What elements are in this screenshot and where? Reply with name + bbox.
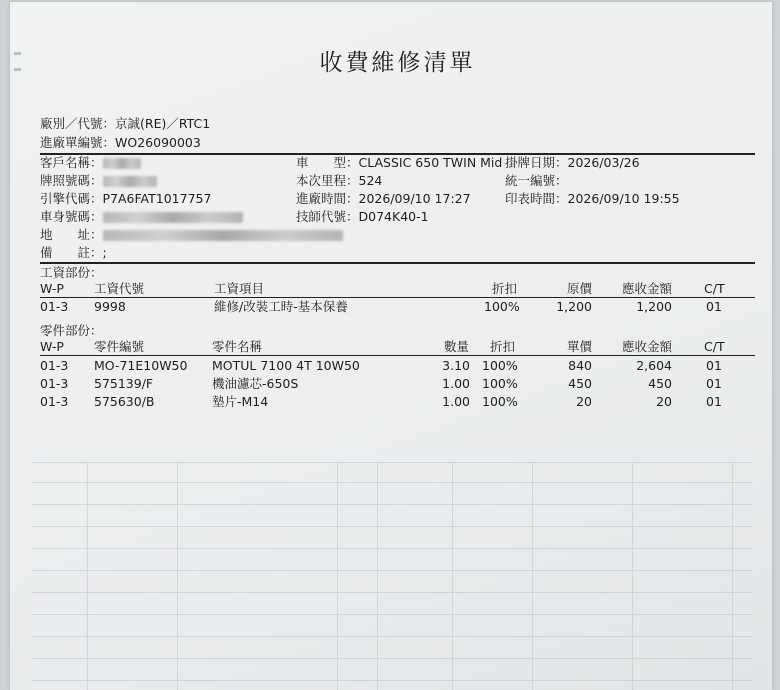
- part-amount: 450: [648, 376, 672, 391]
- parts-row: [40, 358, 755, 374]
- mileage-label: 本次里程：: [296, 173, 359, 188]
- labor-code: 9998: [94, 299, 126, 314]
- part-wp: 01-3: [40, 376, 69, 391]
- parts-section-label: 零件部份：: [40, 323, 103, 338]
- print-time-field: [505, 191, 680, 207]
- part-unit-price: 450: [568, 376, 592, 391]
- address-label: 地 址：: [40, 227, 103, 242]
- divider: [40, 262, 755, 264]
- tech-field: [296, 209, 429, 225]
- part-ct: 01: [706, 376, 722, 391]
- parts-header-row: [40, 339, 755, 355]
- parts-row: [40, 376, 755, 392]
- note-label: 備 註：: [40, 245, 103, 260]
- plate-field: [40, 173, 157, 189]
- parts-header-number: 零件編號: [94, 339, 145, 354]
- part-name: MOTUL 7100 4T 10W50: [212, 358, 360, 373]
- labor-header-row: [40, 281, 755, 297]
- model-field: [296, 155, 502, 171]
- customer-field: [40, 155, 141, 171]
- print-time-value: 2026/09/10 19:55: [567, 191, 680, 206]
- parts-header-qty: 數量: [444, 339, 470, 354]
- unified-label: 統一編號：: [505, 173, 568, 188]
- labor-header-wp: W-P: [40, 281, 64, 296]
- plate-date-value: 2026/03/26: [567, 155, 640, 170]
- redacted-customer: [103, 158, 141, 169]
- labor-item: 維修/改裝工時-基本保養: [214, 299, 348, 314]
- part-amount: 20: [656, 394, 672, 409]
- note-field: [40, 245, 107, 261]
- address-field: [40, 227, 343, 243]
- part-discount: 100%: [482, 358, 518, 373]
- order-label: 進廠單編號：: [40, 135, 116, 150]
- part-ct: 01: [706, 358, 722, 373]
- model-label: 車 型：: [296, 155, 359, 170]
- plate-label: 牌照號碼：: [40, 173, 103, 188]
- factory-label: 廠別／代號：: [40, 116, 116, 131]
- labor-header-price: 原價: [566, 281, 592, 296]
- labor-header-ct: C/T: [704, 281, 725, 296]
- punch-mark: [14, 52, 21, 55]
- part-qty: 1.00: [442, 394, 470, 409]
- labor-ct: 01: [706, 299, 722, 314]
- labor-price: 1,200: [556, 299, 592, 314]
- parts-row: [40, 394, 755, 410]
- redacted-address: [103, 230, 343, 241]
- unified-field: [505, 173, 568, 189]
- mileage-value: 524: [358, 173, 383, 188]
- part-number: MO-71E10W50: [94, 358, 188, 373]
- labor-header-amount: 應收金額: [621, 281, 672, 296]
- punch-mark: [14, 68, 21, 71]
- entry-time-value: 2026/09/10 17:27: [358, 191, 471, 206]
- plate-date-label: 掛牌日期：: [505, 155, 568, 170]
- part-unit-price: 20: [576, 394, 592, 409]
- part-qty: 3.10: [442, 358, 470, 373]
- document-page: [10, 2, 772, 690]
- labor-discount: 100%: [484, 299, 520, 314]
- part-number: 575630/B: [94, 394, 155, 409]
- customer-label: 客戶名稱：: [40, 155, 103, 170]
- model-value: CLASSIC 650 TWIN Mid: [358, 155, 503, 170]
- part-unit-price: 840: [568, 358, 592, 373]
- part-qty: 1.00: [442, 376, 470, 391]
- parts-header-amount: 應收金額: [621, 339, 672, 354]
- divider: [40, 297, 755, 298]
- labor-wp: 01-3: [40, 299, 69, 314]
- part-amount: 2,604: [636, 358, 672, 373]
- tech-label: 技師代號：: [296, 209, 359, 224]
- labor-row: [40, 299, 755, 315]
- plate-date-field: [505, 155, 640, 171]
- part-ct: 01: [706, 394, 722, 409]
- part-wp: 01-3: [40, 394, 69, 409]
- divider: [40, 355, 755, 356]
- body-label: 車身號碼：: [40, 209, 103, 224]
- part-number: 575139/F: [94, 376, 154, 391]
- note-value: ;: [102, 245, 107, 260]
- labor-header-discount: 折扣: [492, 281, 518, 296]
- parts-header-wp: W-P: [40, 339, 64, 354]
- order-value: WO26090003: [115, 135, 201, 150]
- tech-value: D074K40-1: [358, 209, 429, 224]
- part-discount: 100%: [482, 376, 518, 391]
- labor-header-code: 工資代號: [94, 281, 145, 296]
- engine-label: 引擎代碼：: [40, 191, 103, 206]
- part-wp: 01-3: [40, 358, 69, 373]
- parts-header-ct: C/T: [704, 339, 725, 354]
- labor-section-label: 工資部份：: [40, 265, 103, 280]
- labor-header-item: 工資項目: [214, 281, 265, 296]
- parts-header-discount: 折扣: [490, 339, 516, 354]
- engine-field: [40, 191, 211, 207]
- redacted-body-number: [103, 212, 243, 223]
- mileage-field: [296, 173, 382, 189]
- part-name: 機油濾芯-650S: [212, 376, 299, 391]
- part-name: 墊片-M14: [212, 394, 269, 409]
- engine-value: P7A6FAT1017757: [102, 191, 212, 206]
- parts-header-name: 零件名稱: [212, 339, 263, 354]
- redacted-plate: [103, 176, 157, 187]
- body-field: [40, 209, 243, 225]
- labor-amount: 1,200: [636, 299, 672, 314]
- part-discount: 100%: [482, 394, 518, 409]
- parts-header-unit-price: 單價: [566, 339, 592, 354]
- print-time-label: 印表時間：: [505, 191, 568, 206]
- page-title: 收費維修清單: [319, 50, 476, 76]
- order-line: [40, 135, 201, 151]
- factory-line: [40, 116, 210, 132]
- entry-time-field: [296, 191, 471, 207]
- factory-value: 京誠(RE)／RTC1: [115, 116, 211, 131]
- bleed-through-table: [32, 452, 752, 690]
- entry-time-label: 進廠時間：: [296, 191, 359, 206]
